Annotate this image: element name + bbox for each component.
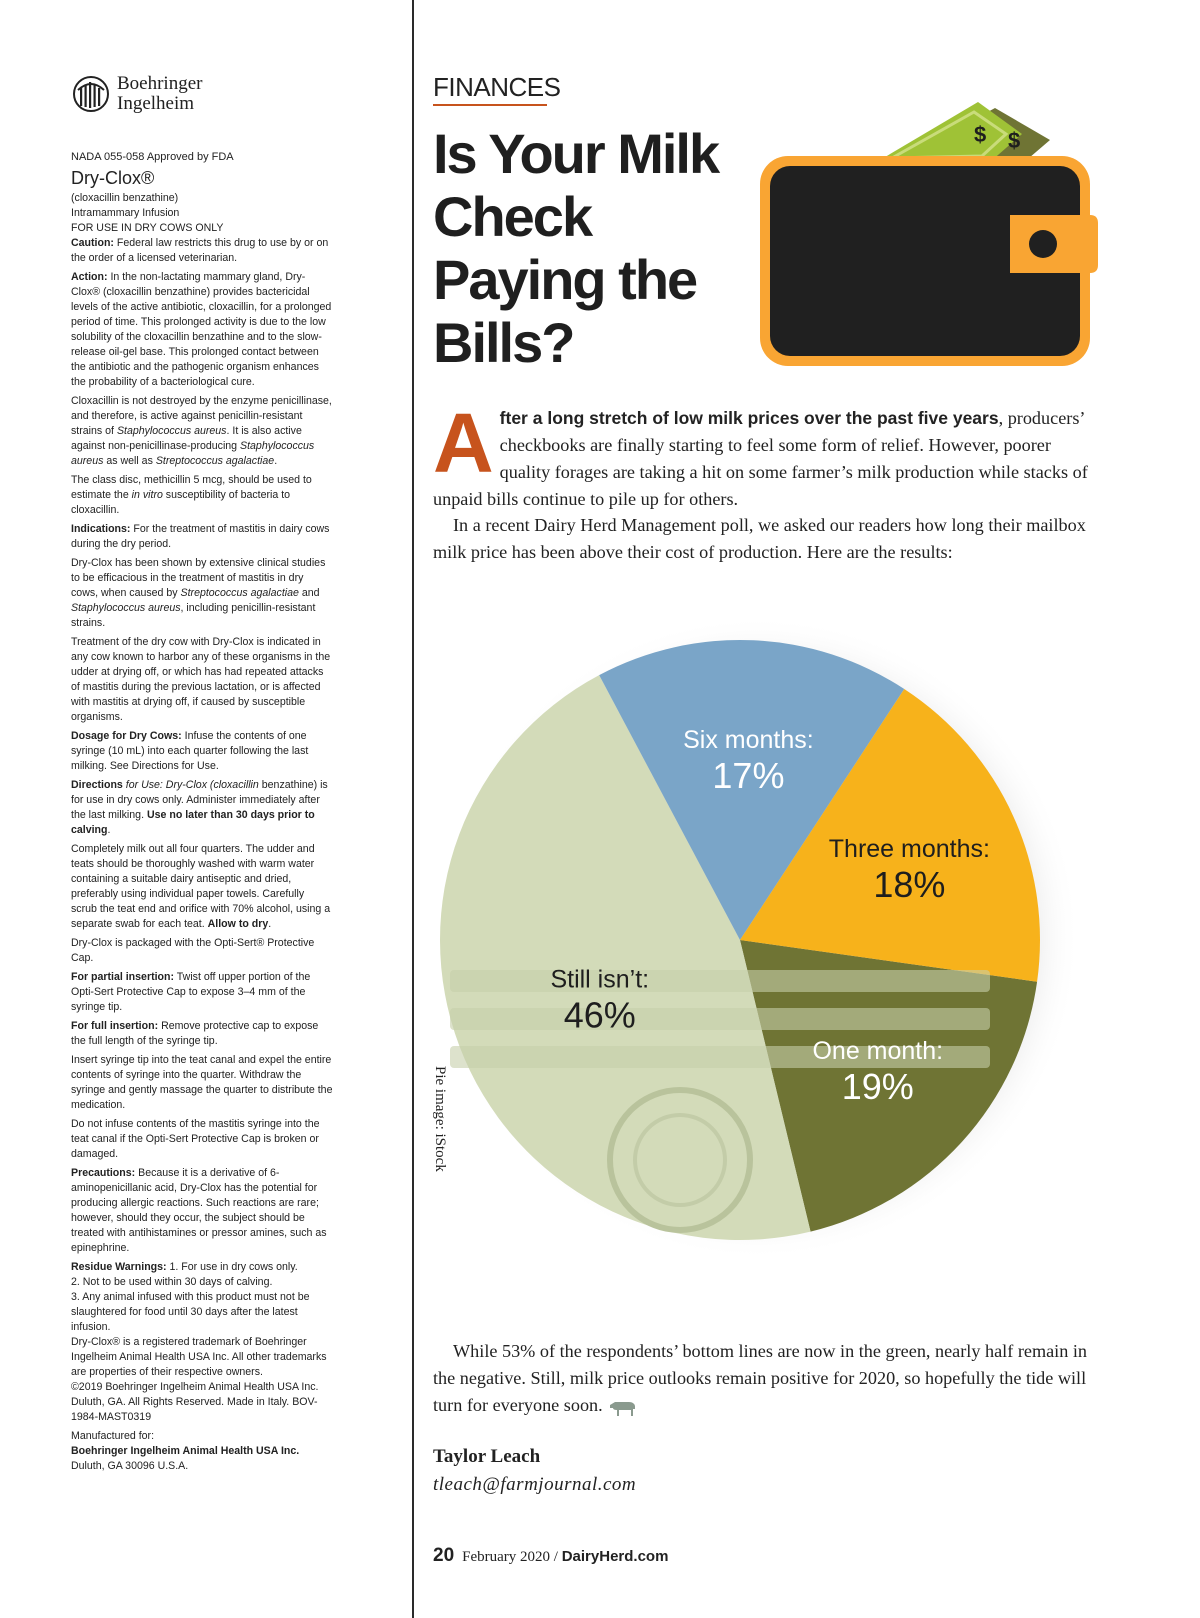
action-label: Action: [71, 271, 108, 283]
clox-text-3: as well as [103, 455, 156, 467]
copyright-paragraph: ©2019 Boehringer Ingelheim Animal Health USA Inc. Duluth, GA. All Rights Reserved. Made in Italy. BOV-1984-MAST0319 [71, 1381, 319, 1423]
author-name: Taylor Leach [433, 1446, 541, 1467]
issue-date: February 2020 / [462, 1549, 562, 1565]
clox-text-4: . [274, 455, 278, 467]
precautions-text: Because it is a derivative of 6-aminopenicillanic acid, Dry-Clox has the potential for producing allergic reactions. Such reactions are rare; however, should they occur, the subject should be treated with antihistamines or pressor amines, such as epinephrine. [71, 1167, 327, 1254]
poll-paragraph: In a recent Dairy Herd Management poll, we asked our readers how long their mailbox milk price has been above their cost of production. Here are the results: [433, 515, 1086, 562]
full-insertion-paragraph [71, 1019, 333, 1049]
insert-paragraph: Insert syringe tip into the teat canal and expel the entire contents of syringe into the quarter. Withdraw the syringe and gently massage the quarter to distribute the medication. [71, 1054, 333, 1111]
company-address: Duluth, GA 30096 U.S.A. [71, 1460, 189, 1472]
caution-paragraph [71, 236, 333, 266]
trademark-paragraph: Dry-Clox® is a registered trademark of Boehringer Ingelheim Animal Health USA Inc. All other trademarks are properties of their respective owners. [71, 1336, 327, 1378]
section-label: FINANCES [433, 72, 561, 102]
logo-text [117, 74, 202, 114]
indications-label: Indications: [71, 523, 131, 535]
headline: Is Your Milk Check Paying the Bills? [433, 122, 719, 374]
partial-label: For partial insertion: [71, 971, 175, 983]
slice-category-label: Six months: [683, 726, 814, 755]
residue-item-3: 3. Any animal infused with this product must not be slaughtered for food until 30 days after the latest infusion. [71, 1291, 310, 1333]
wallet-button [1029, 230, 1057, 258]
allow-dry-end: . [268, 918, 272, 930]
directions-paragraph [71, 778, 333, 838]
dollar-sign-1: $ [974, 122, 987, 147]
wallet-illustration [760, 100, 1120, 380]
intro-lead: fter a long stretch of low milk prices over the past five years [499, 408, 999, 428]
boehringer-logo-icon [71, 74, 111, 114]
full-text: Remove protective cap to expose the full length of the syringe tip. [71, 1020, 319, 1047]
residue-text: 1. For use in dry cows only. [169, 1261, 298, 1273]
cloxacillin-paragraph [71, 394, 333, 469]
slice-percent-label: 19% [841, 1065, 914, 1107]
residue-paragraph [71, 1260, 333, 1275]
dosage-paragraph [71, 729, 333, 774]
pie-image-credit: Pie image: iStock [432, 1066, 448, 1172]
studies-text-2: and [298, 587, 320, 599]
precautions-paragraph [71, 1166, 333, 1256]
closing-paragraph [433, 1338, 1103, 1419]
slice-percent-label: 17% [712, 755, 785, 797]
directions-bold: Use no later than 30 days prior to calving [71, 809, 315, 836]
action-paragraph [71, 270, 333, 390]
clox-italic-3: Streptococcus agalactiae [155, 455, 275, 467]
directions-end: . [107, 824, 111, 836]
residue-label: Residue Warnings: [71, 1261, 167, 1273]
slice-category-label: Three months: [828, 835, 990, 864]
manufactured-for: Manufactured for: [71, 1430, 155, 1442]
full-label: For full insertion: [71, 1020, 159, 1032]
packaged-paragraph: Dry-Clox is packaged with the Opti-Sert® Protective Cap. [71, 937, 315, 964]
action-text: In the non-lactating mammary gland, Dry-Clox® (cloxacillin benzathine) provides bactericidal levels of the active antibiotic, cloxacillin, for a prolonged period of time. This prolonged activity is due to the low solubility of the cloxacillin benzathine and to the slow-release oil-gel base. This prolonged contact between the antibiotic and the pathogenic organism enhances the probability of a bacteriological cure. [71, 271, 332, 388]
nada-approval: NADA 055-058 Approved by FDA [71, 151, 234, 163]
product-form: Intramammary Infusion [71, 207, 180, 219]
disc-text-2: susceptibility of bacteria to cloxacillin. [71, 489, 291, 516]
intro-body: , producers’ checkbooks are finally starting to feel some form of relief. However, poorer quality forages are taking a hit on some farmer’s milk production while stacks of unpaid bills continue to pile up for others. [433, 408, 1088, 509]
do-not-paragraph: Do not infuse contents of the mastitis syringe into the teat canal if the Opti-Sert Protective Cap is broken or damaged. [71, 1118, 320, 1160]
precautions-label: Precautions: [71, 1167, 136, 1179]
residue-item-2: 2. Not to be used within 30 days of calving. [71, 1276, 273, 1288]
allow-dry: Allow to dry [207, 918, 269, 930]
page-number: 20 [433, 1545, 455, 1566]
treatment-paragraph: Treatment of the dry cow with Dry-Clox is indicated in any cow known to harbor any of these organisms in the udder at drying off, or which has had repeated attacks of mastitis during the previous lactation, or is affected with mastitis at drying off, if caused by susceptible organisms. [71, 636, 331, 723]
slice-category-label: One month: [812, 1036, 944, 1065]
directions-label: Directions [71, 779, 123, 791]
boehringer-logo [71, 72, 333, 116]
studies-paragraph [71, 556, 333, 631]
slice-percent-label: 18% [873, 864, 946, 906]
studies-italic-1: Streptococcus agalactiae [180, 587, 299, 599]
logo-line-2: Ingelheim [117, 93, 195, 114]
column-divider [412, 0, 414, 1618]
studies-text-1: Dry-Clox has been shown by extensive clinical studies to be efficacious in the treatment of mastitis in dry cows, when caused by [71, 557, 326, 599]
partial-insertion-paragraph [71, 970, 333, 1015]
generic-name: (cloxacillin benzathine) [71, 192, 179, 204]
class-disc-paragraph [71, 473, 333, 518]
logo-line-1: Boehringer [117, 73, 203, 94]
currency-band [450, 1008, 990, 1030]
directions-italic: for Use: Dry-Clox (cloxacillin [125, 779, 259, 791]
dollar-sign-2: $ [1008, 128, 1021, 153]
milk-out-text: Completely milk out all four quarters. The udder and teats should be thoroughly washed with warm water containing a suitable dairy antiseptic and dried, preferably using individual paper towels. Carefully scrub the teat end and orifice with 70% alcohol, using a separate swab for each teat. [71, 843, 331, 930]
disc-text-1: The class disc, methicillin 5 mcg, should be used to estimate the [71, 474, 312, 501]
caution-label: Caution: [71, 237, 114, 249]
clox-italic-1: Staphylococcus aureus [116, 425, 227, 437]
clox-text-2: . It is also active against non-penicillinase-producing [71, 425, 302, 452]
studies-text-3: , including penicillin-resistant strains. [71, 602, 316, 629]
cow-icon [607, 1396, 637, 1418]
caution-text: Federal law restricts this drug to use by or on the order of a licensed veterinarian. [71, 237, 329, 264]
site-link[interactable]: DairyHerd.com [561, 1548, 669, 1565]
page-footer [433, 1545, 668, 1567]
company-name: Boehringer Ingelheim Animal Health USA Inc. [71, 1445, 300, 1457]
slice-percent-label: 46% [563, 994, 636, 1036]
closing-text: While 53% of the respondents’ bottom lines are now in the green, nearly half remain in the negative. Still, milk price outlooks remain positive for 2020, so hopefully the tide will turn for everyone soon. [433, 1341, 1088, 1415]
studies-italic-2: Staphylococcus aureus [71, 602, 181, 614]
drop-cap: A [433, 396, 494, 490]
section-underline [433, 104, 547, 106]
milk-out-paragraph [71, 842, 333, 932]
milk-price-pie-chart [420, 590, 1100, 1290]
directions-text: benzathine) is for use in dry cows only. Administer immediately after the last milking. [71, 779, 328, 821]
clox-text-1: Cloxacillin is not destroyed by the enzyme penicillinase, and therefore, is active against penicillin-resistant strains of [71, 395, 332, 437]
author-email[interactable]: tleach@farmjournal.com [433, 1474, 637, 1495]
disc-italic: in vitro [131, 489, 163, 501]
product-use: FOR USE IN DRY COWS ONLY [71, 222, 224, 234]
product-name: Dry-Clox® [71, 168, 155, 188]
intro-paragraph [433, 396, 1103, 513]
dosage-text: Infuse the contents of one syringe (10 mL) into each quarter following the last milking. See Directions for Use. [71, 730, 309, 772]
clox-italic-2: Staphylococcus aureus [71, 440, 315, 467]
partial-text: Twist off upper portion of the Opti-Sert Protective Cap to expose 3–4 mm of the syringe tip. [71, 971, 311, 1013]
indications-text: For the treatment of mastitis in dairy cows during the dry period. [71, 523, 330, 550]
prescribing-info-column [71, 72, 333, 1474]
dosage-label: Dosage for Dry Cows: [71, 730, 182, 742]
indications-paragraph [71, 522, 333, 552]
slice-category-label: Still isn’t: [550, 965, 650, 994]
currency-band [450, 970, 990, 992]
